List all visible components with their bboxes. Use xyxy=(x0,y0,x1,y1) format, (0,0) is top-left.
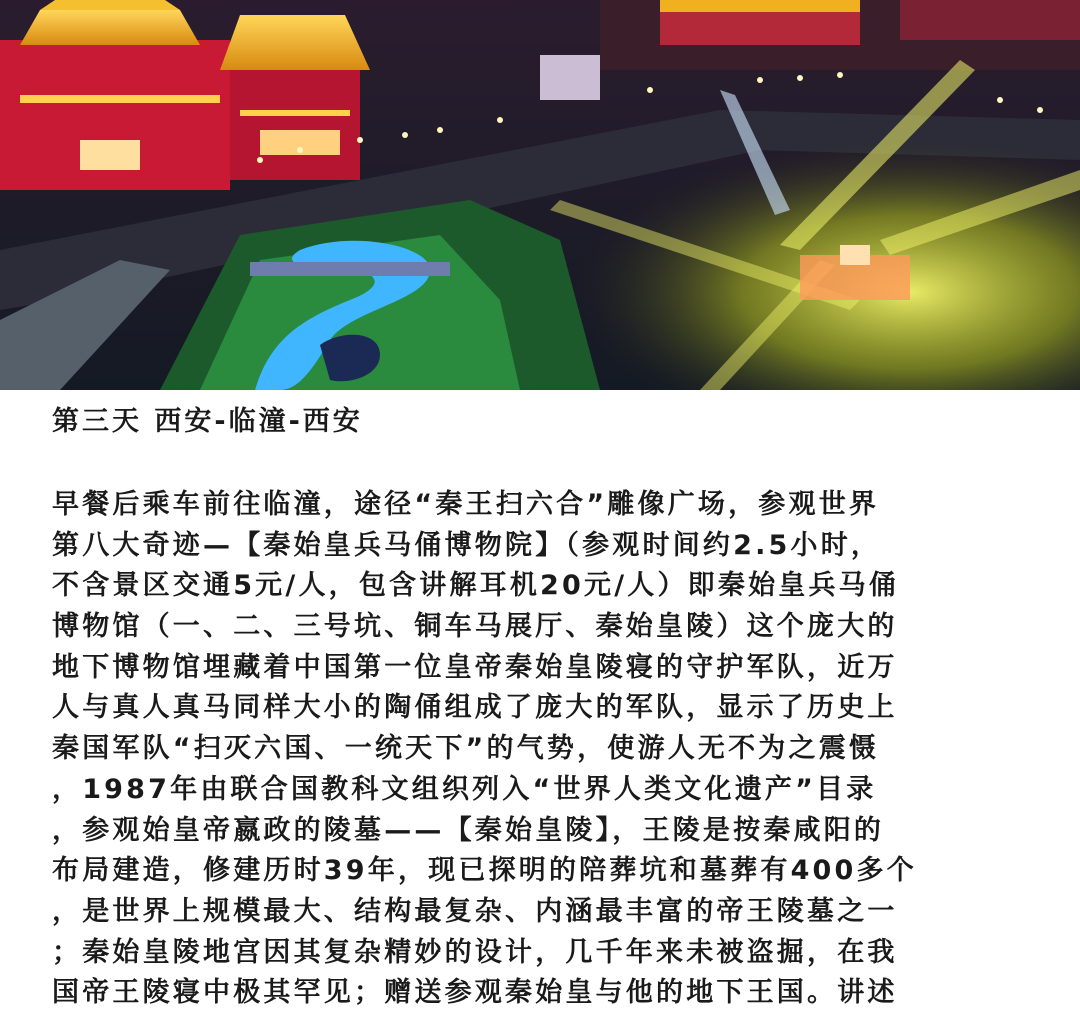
description-line: 国帝王陵寝中极其罕见；赠送参观秦始皇与他的地下王国。讲述 xyxy=(52,977,898,1009)
itinerary-description xyxy=(52,485,1052,1014)
description-line: 秦国军队“扫灭六国、一统天下”的气势，使游人无不为之震慑 xyxy=(52,733,880,765)
description-line: ；秦始皇陵地宫因其复杂精妙的设计，几千年来未被盗掘，在我 xyxy=(52,936,898,968)
description-line: 博物馆（一、二、三号坑、铜车马展厅、秦始皇陵）这个庞大的 xyxy=(52,611,898,643)
day-title: 第三天 西安-临潼-西安 xyxy=(52,406,363,437)
description-line: 早餐后乘车前往临潼，途径“秦王扫六合”雕像广场，参观世界 xyxy=(52,489,880,520)
description-line: ，1987年由联合国教科文组织列入“世界人类文化遗产”目录 xyxy=(52,773,877,805)
description-line: 不含景区交通5元/人，包含讲解耳机20元/人）即秦始皇兵马俑 xyxy=(52,570,900,602)
night-plaza-illustration xyxy=(0,0,1080,390)
description-line: 人与真人真马同样大小的陶俑组成了庞大的军队，显示了历史上 xyxy=(52,692,898,724)
description-line: ，参观始皇帝嬴政的陵墓——【秦始皇陵】，王陵是按秦咸阳的 xyxy=(52,814,885,846)
description-line: 布局建造，修建历时39年，现已探明的陪葬坑和墓葬有400多个 xyxy=(52,855,917,887)
description-line: 地下博物馆埋藏着中国第一位皇帝秦始皇陵寝的守护军队，近万 xyxy=(52,651,898,683)
hero-photo xyxy=(0,0,1080,390)
description-line: ，是世界上规模最大、结构最复杂、内涵最丰富的帝王陵墓之一 xyxy=(52,895,898,927)
description-line: 第八大奇迹—【秦始皇兵马俑博物院】（参观时间约2.5小时， xyxy=(52,529,882,561)
